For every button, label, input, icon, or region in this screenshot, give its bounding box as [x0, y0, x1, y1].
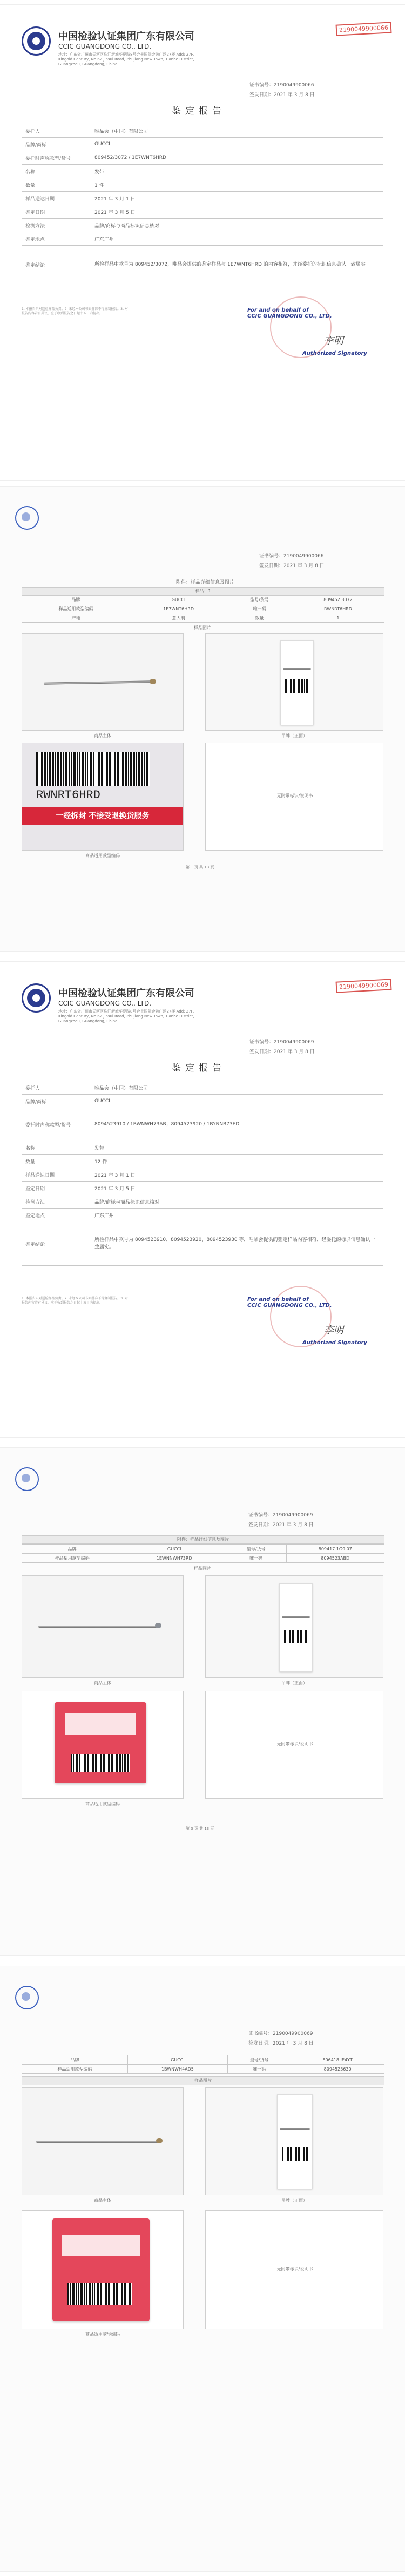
barcode-icon — [284, 1630, 308, 1643]
report-title: 鉴定报告 — [172, 1063, 226, 1074]
gallery-meta: 证书编号：2190049900069 签发日期：2021 年 3 月 8 日 — [248, 1513, 314, 1528]
grid-row: 品牌 GUCCI 型号/货号 806418 IE4YT — [22, 2055, 384, 2065]
annex-sub: 样品：1 — [22, 587, 384, 596]
photo-style-code — [22, 2210, 184, 2329]
photo-no-label — [205, 743, 383, 851]
pouch-label-strip — [62, 2235, 140, 2256]
grid-row: 样品适用款型编码 1EWNNWH73RD 唯一码 8094523ABD — [22, 1554, 384, 1563]
caption-style-code: 商品适用款型编码 — [85, 853, 120, 858]
photo-tag-front — [205, 1575, 383, 1678]
gallery-meta: 证书编号：2190049900069 签发日期：2021 年 3 月 8 日 — [248, 2031, 314, 2046]
signature: 李明 — [324, 1325, 343, 1336]
report-no-label: 证书编号： — [249, 83, 274, 88]
annex-title: 附件：样品详细信息及图片 — [176, 580, 234, 585]
grid-row: 产地 意大利 数量 1 — [22, 613, 384, 623]
caption-product-body: 商品主体 — [94, 1681, 111, 1685]
hairpin-rod-icon — [38, 1626, 157, 1628]
info-row: 鉴定地点 广东广州 — [22, 232, 383, 246]
company-name-cn: 中国检验认证集团广东有限公司 — [58, 988, 194, 999]
info-row: 品牌/商标 GUCCI — [22, 1095, 383, 1108]
photo-tag-front — [205, 2087, 383, 2195]
barcode-icon — [285, 679, 309, 693]
page-number: 第 1 页 共 13 页 — [186, 865, 214, 869]
company-address: 地址：广东省广州市天河区珠江新城华夏路8号合景国际金融广场27楼 Add: 27F, Kingold Century, No.62 Jinsui Road, Zhujiang New Town, Tianhe District, Guangzhou, Guangdong, China — [58, 1009, 194, 1023]
photo-tag-front — [205, 633, 383, 731]
company-name-en: CCIC GUANGDONG CO., LTD. — [58, 43, 152, 50]
authorization-block — [247, 307, 382, 319]
caption-tag-front: 吊牌（正面） — [281, 1681, 307, 1685]
info-row: 样品送达日期 2021 年 3 月 1 日 — [22, 1168, 383, 1182]
authorization-block: For and on behalf of CCIC GUANGDONG CO., LTD. — [247, 1297, 332, 1309]
photos-header: 样品图片 — [22, 2076, 384, 2085]
hairpin-head-icon — [156, 2138, 163, 2143]
report-meta: 证书编号：2190049900069 签发日期：2021 年 3 月 8 日 — [249, 1040, 315, 1055]
gallery-meta: 证书编号：2190049900066 签发日期：2021 年 3 月 8 日 — [259, 551, 325, 571]
company-name-en: CCIC GUANGDONG CO., LTD. — [58, 1000, 152, 1007]
company-name-cn: 中国检验认证集团广东有限公司 — [58, 31, 194, 42]
stamp-ring-icon — [270, 1286, 332, 1347]
report-page-1 — [0, 4, 405, 481]
gallery-report-no: 2190049900066 — [284, 554, 324, 559]
report-info-table — [22, 1081, 383, 1266]
grid-row: 品牌 GUCCI 型号/货号 809417 1G9I07 — [22, 1545, 384, 1554]
caption-product-body: 商品主体 — [94, 2198, 111, 2203]
ccic-seal-icon — [15, 1467, 39, 1491]
annex-sub: 附件：样品详细信息及图片 — [22, 1535, 384, 1544]
tag-card — [277, 2094, 313, 2189]
sample-grid — [22, 2055, 384, 2074]
info-row: 委托人 唯品会（中国）有限公司 — [22, 124, 383, 138]
ccic-seal-icon — [15, 1986, 39, 2009]
info-row: 名称 发带 — [22, 1141, 383, 1155]
caption-tag-front: 吊牌（正面） — [281, 2198, 307, 2203]
ccic-seal-icon — [15, 506, 39, 530]
info-row: 鉴定结论 所检样品中款号为 809452/3072，唯品会提供的鉴定样品与 1E7WNT6HRD 的内容相符，并经委托的标识信息确认一致属实。 — [22, 246, 383, 284]
report-notes: 1. 本报告只对送检样品负责。2. 未经本公司书面批准不得复制报告。3. 对报告内容若有异议，应于收到报告之日起十五日内提出。 — [22, 307, 128, 315]
info-row: 委托时声称款型/货号 809452/3072 / 1E7WNT6HRD — [22, 151, 383, 165]
report-notes: 1. 本报告只对送检样品负责。2. 未经本公司书面批准不得复制报告。3. 对报告内容若有异议，应于收到报告之日起十五日内提出。 — [22, 1297, 128, 1305]
report-number-stamp: 2190049900069 — [336, 979, 392, 993]
grid-row: 品牌 GUCCI 型号/货号 809452 3072 — [22, 595, 384, 604]
report-page-5 — [0, 1966, 405, 2572]
tag-card — [280, 640, 314, 725]
report-meta — [249, 80, 390, 100]
photo-no-label — [205, 1691, 383, 1799]
info-row: 检测方法 品牌/商标与商品标识信息核对 — [22, 219, 383, 232]
info-row: 检测方法 品牌/商标与商品标识信息核对 — [22, 1195, 383, 1209]
info-row: 名称 发带 — [22, 165, 383, 178]
tag-rod-icon — [280, 2128, 310, 2130]
hairpin-head-icon — [155, 1623, 161, 1628]
info-row: 数量 1 件 — [22, 178, 383, 192]
report-page-4 — [0, 1447, 405, 1956]
grid-row: 样品适用款型编码 1E7WNT6HRD 唯一码 RWNRT6HRD — [22, 604, 384, 613]
info-row: 委托人 唯品会（中国）有限公司 — [22, 1081, 383, 1095]
tag-card — [279, 1583, 313, 1672]
auth-signatory: Authorized Signatory — [302, 1340, 367, 1346]
info-row: 数量 12 件 — [22, 1155, 383, 1168]
pouch-barcode-icon — [68, 2283, 132, 2305]
auth-company: CCIC GUANGDONG CO., LTD. — [247, 313, 332, 319]
info-row: 鉴定结论 所检样品中款号为 8094523910、8094523920、8094523930 等，唯品会提供的鉴定样品内容相符，经委托的标识信息确认一致属实。 — [22, 1222, 383, 1266]
photo-product-body — [22, 1575, 184, 1678]
caption-style-code: 商品适用款型编码 — [85, 1802, 120, 1806]
info-row: 委托时声称款型/货号 8094523910 / 1BWNWH73AB；8094523920 / 1BYNNB73ED — [22, 1108, 383, 1141]
info-row: 鉴定日期 2021 年 3 月 5 日 — [22, 1182, 383, 1195]
info-row: 品牌/商标 GUCCI — [22, 138, 383, 151]
red-pouch — [55, 1702, 146, 1783]
report-page-2 — [0, 486, 405, 952]
gallery-date: 2021 年 3 月 8 日 — [284, 563, 325, 569]
caption-no-label: 无附带标识/说明书 — [276, 1742, 313, 1746]
photo-style-code — [22, 1691, 184, 1799]
caption-tag-front: 吊牌（正面） — [281, 733, 307, 738]
page-number: 第 3 页 共 13 页 — [186, 1826, 214, 1831]
caption-no-label: 无附带标识/说明书 — [276, 2267, 313, 2271]
auth-signatory: Authorized Signatory — [302, 350, 367, 356]
seal-tape: 一经拆封 不接受退换货服务 — [22, 807, 183, 825]
pouch-label-strip — [65, 1713, 136, 1735]
tag-rod-icon — [283, 668, 311, 670]
hairpin-rod-icon — [44, 680, 152, 684]
photo-product-body — [22, 633, 184, 731]
red-pouch — [52, 2218, 150, 2321]
report-date: 2021 年 3 月 8 日 — [274, 92, 315, 98]
report-title: 鉴定报告 — [172, 106, 226, 117]
ccic-logo-icon — [22, 983, 51, 1013]
report-info-table — [22, 124, 383, 284]
hairpin-rod-icon — [36, 2141, 158, 2143]
report-number-stamp: 2190049900066 — [336, 22, 392, 36]
ccic-logo-icon — [22, 26, 51, 56]
info-row: 鉴定地点 广东广州 — [22, 1209, 383, 1222]
photo-no-label — [205, 2210, 383, 2329]
style-barcode-icon — [36, 752, 150, 786]
hairpin-head-icon — [150, 679, 156, 684]
caption-style-code: 商品适用款型编码 — [85, 2332, 120, 2337]
tag-rod-icon — [282, 1616, 310, 1618]
caption-no-label: 无附带标识/说明书 — [276, 793, 313, 798]
report-date-label: 签发日期： — [249, 92, 274, 98]
stamp-ring-icon — [270, 296, 332, 358]
pouch-barcode-icon — [71, 1754, 130, 1772]
photo-style-code — [22, 743, 184, 851]
barcode-icon — [282, 2147, 308, 2161]
info-row: 样品送达日期 2021 年 3 月 1 日 — [22, 192, 383, 205]
company-address: 地址：广东省广州市天河区珠江新城华夏路8号合景国际金融广场27楼 Add: 27F, Kingold Century, No.62 Jinsui Road, Zhujiang New Town, Tianhe District, Guangzhou, Guangdong, China — [58, 52, 194, 66]
photos-header: 样品图片 — [194, 625, 211, 630]
photo-product-body — [22, 2087, 184, 2195]
photos-header: 样品图片 — [194, 1566, 211, 1571]
barcode-text: RWNRT6HRD — [36, 788, 100, 802]
signature: 李明 — [324, 335, 343, 347]
info-row: 鉴定日期 2021 年 3 月 5 日 — [22, 205, 383, 219]
grid-row: 样品适用款型编码 1BWNWH4AD5 唯一码 8094523630 — [22, 2065, 384, 2074]
sample-grid — [22, 1544, 384, 1563]
caption-product-body: 商品主体 — [94, 733, 111, 738]
sample-grid — [22, 595, 384, 623]
report-no: 2190049900066 — [274, 83, 314, 88]
report-page-3 — [0, 961, 405, 1438]
auth-for: For and on behalf of — [247, 307, 309, 313]
